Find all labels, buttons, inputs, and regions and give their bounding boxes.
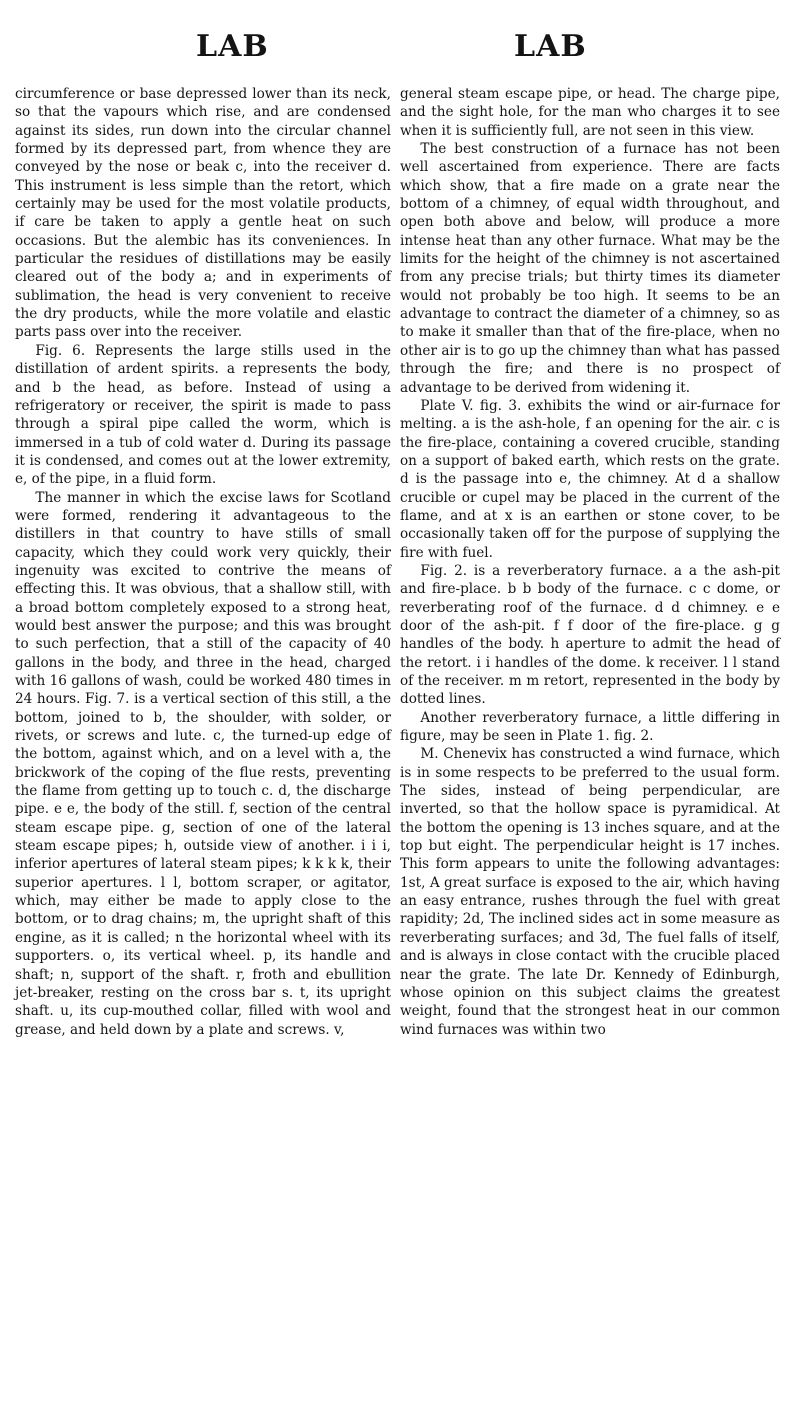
paragraph: The manner in which the excise laws for Scotland were formed, rendering it advantageous to the distillers in that country to have stills of small capacity, which they could work very quickly, their ingenuity was excited to contrive the means of effecting this. It was obvious, that a shallow still, with a broad bottom completely exposed to a strong heat, would best answer the purpose; and this was brought to such perfection, that a still of the capacity of 40 gallons in the body, and three in the head, charged with 16 gallons of wash, could be worked 480 times in 24 hours. Fig. 7. is a vertical section of this still, a the bottom, joined to b, the shoulder, with solder, or rivets, or screws and lute. c, the turned-up edge of the bottom, against which, and on a level with a, the brickwork of the coping of the flue rests, preventing the flame from getting up to touch c. d, the discharge pipe. e e, the body of the still. f, section of the central steam escape pipe. g, section of one of the lateral steam escape pipes; h, outside view of another. i i i, inferior apertures of lateral steam pipes; k k k k, their superior apertures. l l, bottom scraper, or agitator, which, may either be made to apply close to the bottom, or to drag chains; m, the upright shaft of this engine, as it is called; n the horizontal wheel with its supporters. o, its vertical wheel. p, its handle and shaft; n, support of the shaft. r, froth and ebullition jet-breaker, resting on the cross bar s. t, its upright shaft. u, its cup-mouthed collar, filled with wool and grease, and held down by a plate and screws. v, [15,489,391,1038]
paragraph: The best construction of a furnace has not been well ascertained from experience. There are facts which show, that a fire made on a grate near the bottom of a chimney, of equal width throughout, and open both above and below, will produce a more intense heat than any other furnace. What may be the limits for the height of the chimney is not ascertained from any precise trials; but thirty times its diameter would not probably be too high. It seems to be an advantage to contract the diameter of a chimney, so as to make it smaller than that of the fire-place, when no other air is to go up the chimney than what has passed through the fire; and there is no prospect of advantage to be derived from widening it. [400,141,780,396]
running-head-left: LAB [196,29,269,64]
paragraph: Fig. 6. Represents the large stills used in the distillation of ardent spirits. a represents the body, and b the head, as before. Instead of using a refrigeratory or receiver, the spirit is made to pass through a spiral pipe called the worm, which is immersed in a tub of cold water d. During its passage it is condensed, and comes out at the lower extremity, e, of the pipe, in a fluid form. [15,342,391,488]
paragraph: Plate V. fig. 3. exhibits the wind or air-furnace for melting. a is the ash-hole, f an opening for the air. c is the fire-place, containing a covered crucible, standing on a support of baked earth, which rests on the grate. d is the passage into e, the chimney. At d a shallow crucible or cupel may be placed in the current of the flame, and at x is an earthen or stone cover, to be occasionally taken off for the purpose of supplying the fire with fuel. [400,397,780,561]
paragraph: M. Chenevix has constructed a wind furnace, which is in some respects to be preferred to the usual form. The sides, instead of being perpendicular, are inverted, so that the hollow space is pyramidical. At the bottom the opening is 13 inches square, and at the top but eight. The perpendicular height is 17 inches. This form appears to unite the following advantages: 1st, A great surface is exposed to the air, which having an easy entrance, rushes through the fuel with great rapidity; 2d, The inclined sides act in some measure as reverberating surfaces; and 3d, The fuel falls of itself, and is always in close contact with the crucible placed near the grate. The late Dr. Kennedy of Edinburgh, whose opinion on this subject claims the greatest weight, found that the strongest heat in our common wind furnaces was within two [400,746,780,1038]
paragraph: circumference or base depressed lower than its neck, so that the vapours which rise, and are condensed against its sides, run down into the circular channel formed by its depressed part, from whence they are conveyed by the nose or beak c, into the receiver d. This instrument is less simple than the retort, which certainly may be used for the most volatile products, if care be taken to apply a gentle heat on such occasions. But the alembic has its conveniences. In particular the residues of distillations may be easily cleared out of the body a; and in experiments of sublimation, the head is very convenient to receive the dry products, while the more volatile and elastic parts pass over into the receiver. [15,86,391,341]
running-head-right: LAB [514,29,587,64]
text-column-right [400,85,780,1039]
paragraph: Fig. 2. is a reverberatory furnace. a a the ash-pit and fire-place. b b body of the furnace. c c dome, or reverberating roof of the furnace. d d chimney. e e door of the ash-pit. f f door of the fire-place. g g handles of the body. h aperture to admit the head of the retort. i i handles of the dome. k receiver. l l stand of the receiver. m m retort, represented in the body by dotted lines. [400,562,780,708]
paragraph: general steam escape pipe, or head. The charge pipe, and the sight hole, for the man who charges it to see when it is sufficiently full, are not seen in this view. [400,86,780,139]
text-column-left [15,85,391,1039]
paragraph: Another reverberatory furnace, a little differing in figure, may be seen in Plate 1. fig. 2. [400,709,780,745]
